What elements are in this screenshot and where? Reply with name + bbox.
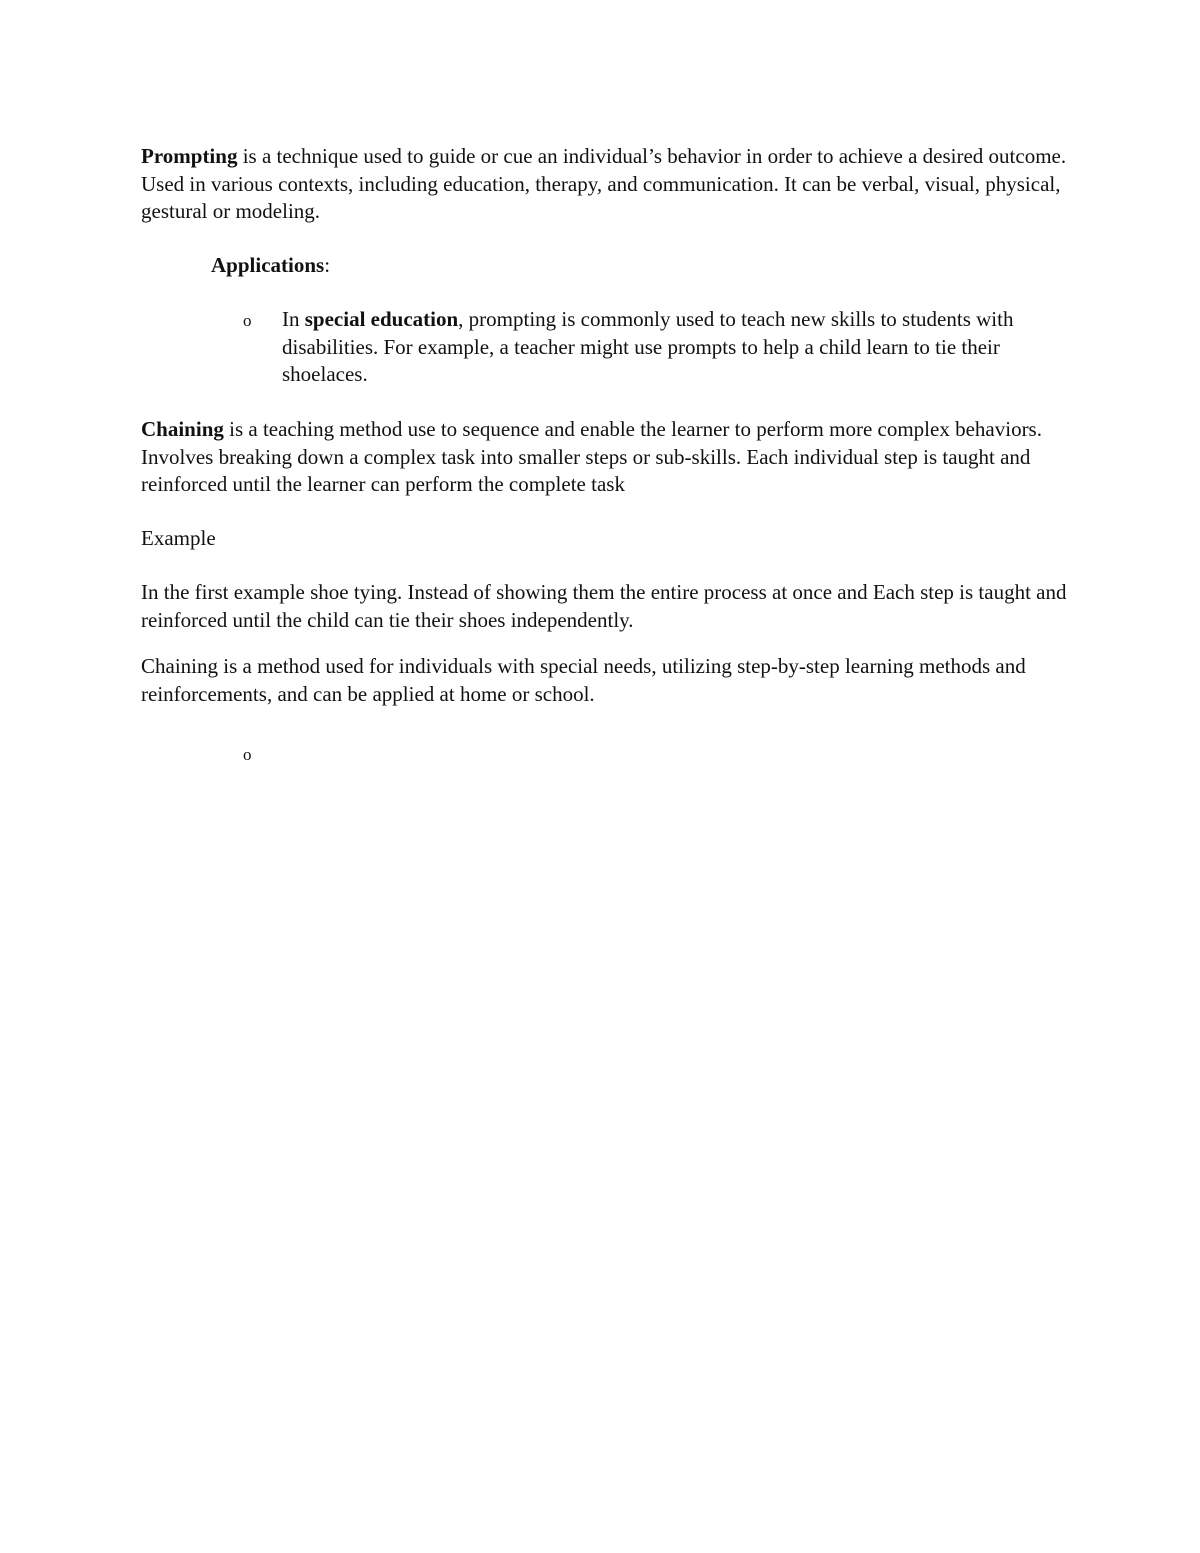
prompting-paragraph (141, 143, 1071, 226)
applications-item-body: , prompting is commonly used to teach new skills to students with disabilities. For example, a teacher might use prompts to help a child learn to tie their shoelaces. (282, 307, 1014, 386)
chaining-text: is a teaching method use to sequence and enable the learner to perform more complex behaviors. Involves breaking down a complex task into smaller steps or sub-skills. Each individual step is taught and reinforced until the learner can perform the complete task (141, 417, 1042, 496)
applications-heading (211, 252, 611, 280)
example-paragraph-2: Chaining is a method used for individuals with special needs, utilizing step-by-step learning methods and reinforcements, and can be applied at home or school. (141, 654, 1026, 706)
applications-item-prefix: In (282, 307, 305, 331)
applications-heading-text: Applications (211, 253, 325, 277)
special-education-term: special education (304, 307, 459, 331)
bullet-marker: o (243, 311, 252, 330)
empty-bullet-marker: o (243, 745, 252, 764)
applications-item-text (282, 306, 1072, 389)
chaining-term: Chaining (141, 417, 224, 441)
prompting-term: Prompting (141, 144, 238, 168)
prompting-text: is a technique used to guide or cue an individual’s behavior in order to achieve a desired outcome. Used in various contexts, including education, therapy, and communication. It can be verbal, visual, physical, gestural or modeling. (141, 144, 1067, 223)
chaining-paragraph (141, 416, 1071, 499)
example-label: Example (141, 526, 216, 550)
example-paragraph-1: In the first example shoe tying. Instead of showing them the entire process at once and Each step is taught and reinforced until the child can tie their shoes independently. (141, 580, 1067, 632)
applications-colon: : (324, 253, 331, 277)
